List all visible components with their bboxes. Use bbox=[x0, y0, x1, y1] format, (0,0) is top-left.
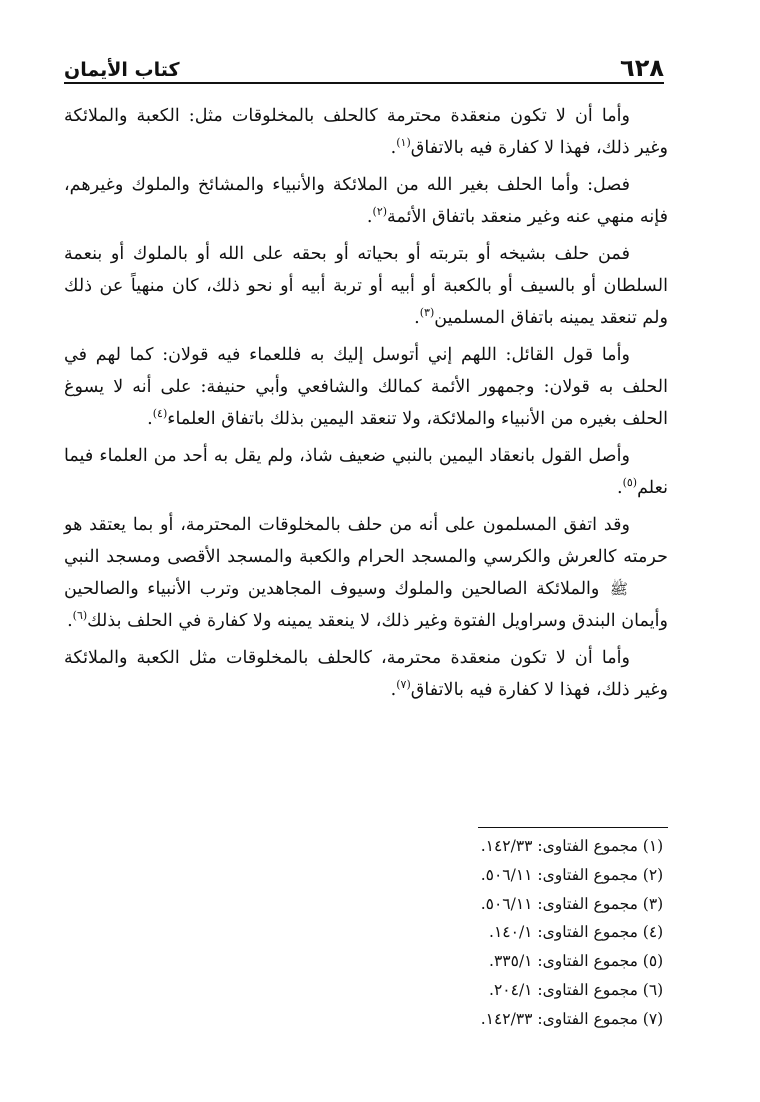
paragraph bbox=[64, 509, 668, 637]
footnote-number: (٧) bbox=[642, 1009, 664, 1028]
footnote-item bbox=[300, 861, 668, 890]
paragraph bbox=[64, 169, 668, 233]
paragraph-end: . bbox=[390, 680, 397, 700]
footnote-number: (١) bbox=[642, 837, 664, 855]
footnote-reference: (٧) bbox=[396, 678, 411, 692]
paragraph bbox=[64, 440, 668, 504]
salla-symbol: ﷺ bbox=[609, 580, 628, 598]
footnote-item bbox=[300, 976, 668, 1005]
footnote-number: (٤) bbox=[642, 923, 664, 942]
footnote-reference: (٥) bbox=[622, 476, 638, 490]
paragraph-end: . bbox=[366, 207, 373, 227]
footnote-item bbox=[300, 1005, 668, 1034]
paragraph-end: . bbox=[147, 409, 153, 429]
footnote-number: (٢) bbox=[642, 865, 664, 884]
footnote-item bbox=[300, 832, 668, 861]
paragraph-end: . bbox=[414, 308, 420, 328]
page-number: ٦٢٨ bbox=[620, 54, 664, 82]
running-title: كتاب الأيمان bbox=[64, 59, 180, 81]
footnote-number: (٥) bbox=[642, 952, 664, 971]
paragraph-text: فصل: وأما الحلف بغير الله من الملائكة والأنبياء والمشائخ والملوك وغيرهم، فإنه منهي عنه وغير منعقد باتفاق الأئمة bbox=[64, 175, 668, 227]
paragraph-text: وقد اتفق المسلمون على أنه من حلف بالمخلوقات المحترمة، أو بما يعتقد هو حرمته كالعرش والكرسي والمسجد الحرام والكعبة والمسجد الأقصى ومسجد النبي bbox=[64, 515, 668, 567]
footnote-number: (٣) bbox=[642, 894, 664, 913]
paragraph-end: . bbox=[390, 138, 397, 158]
footnote-text: مجموع الفتاوى: ١٤٢/٣٣. bbox=[480, 837, 638, 855]
paragraph bbox=[64, 100, 668, 164]
paragraph bbox=[64, 642, 668, 706]
paragraph-end: . bbox=[67, 611, 73, 631]
main-text bbox=[64, 100, 668, 711]
paragraph-text: وأما قول القائل: اللهم إني أتوسل إليك به فللعماء فيه قولان: كما لهم في الحلف به قولان: وجمهور الأئمة كمالك والشافعي وأبي حنيفة: على أنه لا يسوغ الحلف بغيره من الأنبياء والملائكة، ولا تنعقد اليمين بذلك باتفاق العلماء bbox=[64, 345, 668, 429]
footnote-text: مجموع الفتاوى: ١٤٢/٣٣. bbox=[480, 1009, 638, 1028]
paragraph-end: . bbox=[616, 478, 623, 498]
header-divider bbox=[64, 82, 664, 84]
footnote-item bbox=[300, 918, 668, 947]
paragraph-text: وأما أن لا تكون منعقدة محترمة كالحلف بالمخلوقات مثل: الكعبة والملائكة وغير ذلك، فهذا لا كفارة فيه بالاتفاق bbox=[64, 106, 668, 158]
page-header bbox=[64, 40, 664, 80]
footnote-reference: (٤) bbox=[152, 407, 168, 421]
paragraph-text: والملائكة الصالحين والملوك وسيوف المجاهدين وترب الأنبياء والصالحين وأيمان البندق وسراويل الفتوة وغير ذلك، لا ينعقد يمينه ولا كفارة في الحلف بذلك bbox=[64, 579, 668, 631]
footnote-text: مجموع الفتاوى: ٢٠٤/١. bbox=[489, 980, 638, 999]
paragraph-text: وأما أن لا تكون منعقدة محترمة، كالحلف بالمخلوقات مثل الكعبة والملائكة وغير ذلك، فهذا لا كفارة فيه بالاتفاق bbox=[64, 648, 668, 700]
footnote-text: مجموع الفتاوى: ٣٣٥/١. bbox=[489, 952, 638, 971]
footnotes bbox=[300, 832, 668, 1034]
paragraph bbox=[64, 339, 668, 435]
footnote-reference: (٢) bbox=[372, 205, 388, 219]
footnote-text: مجموع الفتاوى: ٥٠٦/١١. bbox=[480, 865, 638, 884]
footnote-item bbox=[300, 890, 668, 919]
footnote-number: (٦) bbox=[642, 980, 664, 999]
paragraph-text: فمن حلف بشيخه أو بتربته أو بحياته أو بحقه على الله أو بالملوك أو بنعمة السلطان أو بالسيف أو بالكعبة أو أبيه أو تربة أبيه أو نحو ذلك، كان منهياً عن ذلك ولم تنعقد يمينه باتفاق المسلمين bbox=[64, 244, 668, 328]
footnote-text: مجموع الفتاوى: ١٤٠/١. bbox=[489, 923, 638, 942]
footnote-text: مجموع الفتاوى: ٥٠٦/١١. bbox=[480, 894, 638, 913]
footnote-divider bbox=[478, 827, 668, 828]
footnote-item bbox=[300, 947, 668, 976]
paragraph-text: وأصل القول بانعقاد اليمين بالنبي ضعيف شاذ، ولم يقل به أحد من العلماء فيما نعلم bbox=[64, 446, 668, 498]
footnote-reference: (٦) bbox=[72, 609, 88, 623]
footnote-reference: (١) bbox=[396, 136, 411, 150]
footnote-reference: (٣) bbox=[419, 306, 435, 320]
paragraph bbox=[64, 238, 668, 334]
